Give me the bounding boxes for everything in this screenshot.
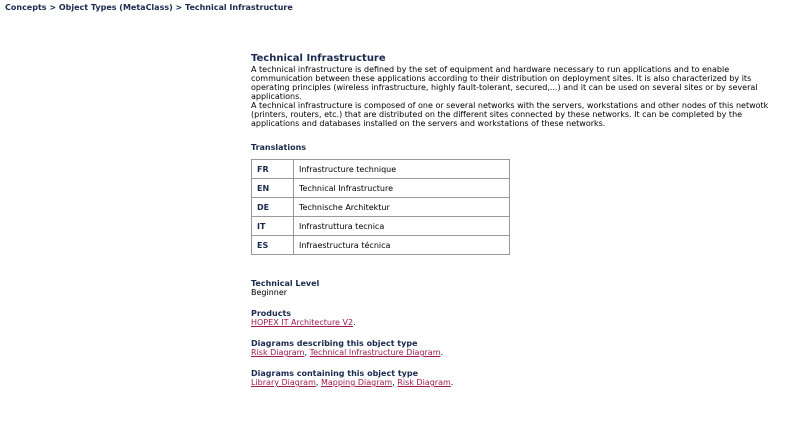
breadcrumb-separator: >	[46, 3, 59, 12]
product-link-hopex-it-architecture[interactable]: HOPEX IT Architecture V2	[251, 318, 354, 327]
breadcrumb	[5, 3, 293, 12]
diagrams-describing-list	[251, 348, 771, 357]
language-code: DE	[252, 198, 294, 217]
description-paragraph-1: A technical infrastructure is defined by the set of equipment and hardware necessary to run applications and to enable communication between these applications according to their distribution on deployment sites. It is also characterized by its operating principles (wireless infrastructure, highly fault-tolerant, secured,...) and it can be used on several sites or by several applications.	[251, 65, 758, 101]
list-separator: ,	[392, 378, 398, 387]
translation-text: Infraestructura técnica	[294, 236, 510, 255]
breadcrumb-object-types[interactable]: Object Types (MetaClass)	[58, 3, 173, 12]
diagrams-describing-section	[251, 339, 771, 357]
diagrams-containing-heading: Diagrams containing this object type	[251, 369, 419, 378]
language-code: ES	[252, 236, 294, 255]
description-paragraph-2: A technical infrastructure is composed of one or several networks with the servers, workstations and other nodes of this netwotk (printers, routers, etc.) that are distributed on the different sites connected by these networks. It can be completed by the applications and databases installed on the servers and workstations of these networks.	[251, 101, 769, 128]
list-end: .	[353, 318, 356, 327]
list-end: .	[440, 348, 444, 357]
breadcrumb-current: Technical Infrastructure	[185, 3, 293, 12]
language-code: EN	[252, 179, 294, 198]
language-code: IT	[252, 217, 294, 236]
diagrams-containing-section	[251, 369, 771, 387]
diagram-link-risk[interactable]: Risk Diagram	[397, 378, 451, 387]
products-section	[251, 309, 771, 327]
table-row	[252, 179, 510, 198]
diagram-link-risk[interactable]: Risk Diagram	[251, 348, 305, 357]
table-row	[252, 160, 510, 179]
table-row	[252, 198, 510, 217]
main-content	[251, 53, 771, 387]
table-row	[252, 236, 510, 255]
list-separator: ,	[304, 348, 310, 357]
diagrams-containing-list	[251, 378, 771, 387]
breadcrumb-separator: >	[172, 3, 186, 12]
translation-text: Infrastruttura tecnica	[294, 217, 510, 236]
diagram-link-mapping[interactable]: Mapping Diagram	[320, 378, 393, 387]
technical-level-section	[251, 279, 771, 297]
technical-level-heading: Technical Level	[251, 279, 320, 288]
translation-text: Technical Infrastructure	[294, 179, 510, 198]
list-separator: ,	[315, 378, 321, 387]
breadcrumb-concepts[interactable]: Concepts	[5, 3, 47, 12]
translations-table	[251, 159, 510, 255]
page-title: Technical Infrastructure	[251, 53, 386, 64]
translation-text: Infrastructure technique	[294, 160, 510, 179]
translation-text: Technische Architektur	[294, 198, 510, 217]
products-heading: Products	[251, 309, 292, 318]
diagram-link-library[interactable]: Library Diagram	[251, 378, 316, 387]
list-end: .	[450, 378, 454, 387]
diagrams-describing-heading: Diagrams describing this object type	[251, 339, 418, 348]
technical-level-value: Beginner	[251, 288, 288, 297]
translations-heading: Translations	[251, 143, 307, 152]
table-row	[252, 217, 510, 236]
language-code: FR	[252, 160, 294, 179]
products-list	[251, 318, 771, 327]
diagram-link-technical-infrastructure[interactable]: Technical Infrastructure Diagram	[309, 348, 441, 357]
